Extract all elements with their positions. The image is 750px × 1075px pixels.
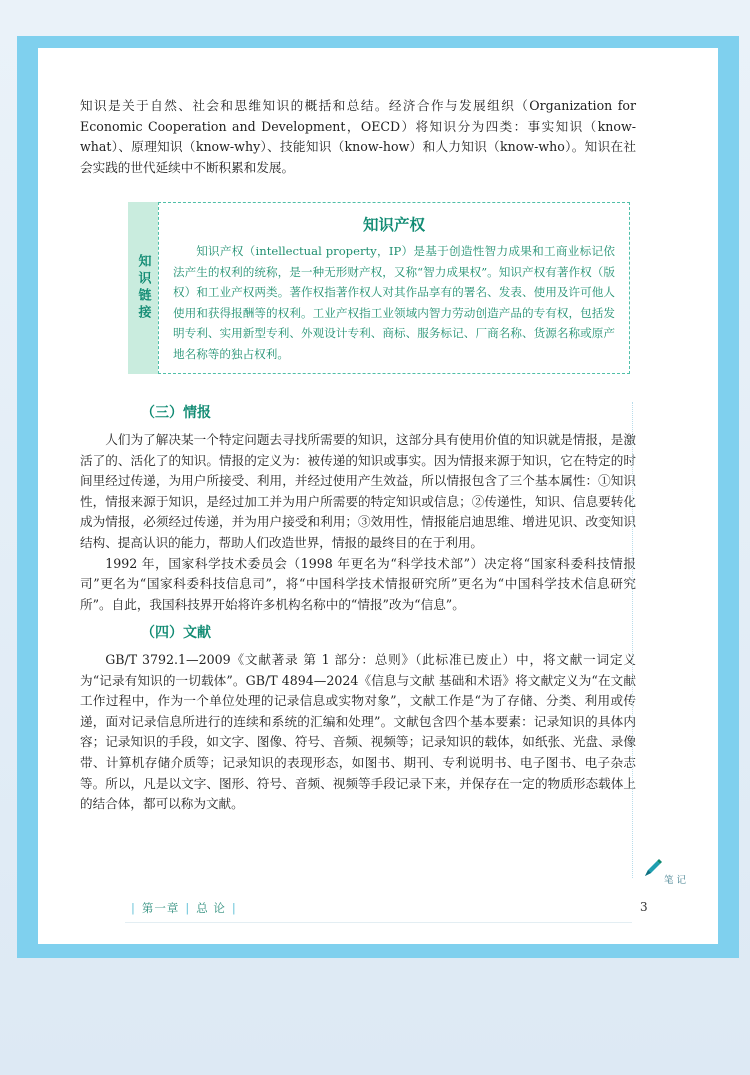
documents-paragraph-1: GB/T 3792.1—2009《文献著录 第 1 部分：总则》（此标准已废止）中，将文献一词定义为“记录有知识的一切载体”。GB/T 4894—2024《信息与文献 基础和术语》将文献定义为“在文献工作过程中，作为一个单位处理的记录信息或实物对象”，文献工作是“为了存储、分类、利用或传递，面对记录信息所进行的连续和系统的汇编和处理”。文献包含四个基本要素：记录知识的具体内容；记录知识的手段，如文字、图像、符号、音频、视频等；记录知识的载体，如纸张、光盘、录像带、计算机存储介质等；记录知识的表现形态，如图书、期刊、专利说明书、电子图书、电子杂志等。所以，凡是以文字、图形、符号、音频、视频等手段记录下来，并保存在一定的物质形态载体上的结合体，都可以称为文献。 [80, 652, 636, 812]
intro-paragraph: 知识是关于自然、社会和思维知识的概括和总结。经济合作与发展组织（Organization for Economic Cooperation and Development，OECD）将知识分为四类：事实知识（know-what）、原理知识（know-why）、技能知识（know-how）和人力知识（know-who）。知识在社会实践的世代延续中不断积累和发展。 [80, 98, 636, 175]
section-heading-documents: （四）文献 [141, 625, 211, 641]
callout-box [158, 202, 630, 374]
notes-label: 笔记 [664, 875, 690, 886]
intelligence-paragraph-2: 1992 年，国家科学技术委员会（1998 年更名为“科学技术部”）决定将“国家科委科技情报司”更名为“国家科委科技信息司”，将“中国科学技术情报研究所”更名为“中国科学技术信息研究所”。自此，我国科技界开始将许多机构名称中的“情报”改为“信息”。 [80, 555, 636, 612]
section-documents [80, 650, 636, 815]
callout-title: 知识产权 [362, 216, 425, 234]
footer-bar-middle: | [185, 901, 191, 915]
intro-block [80, 96, 636, 178]
footer-bar-right: | [231, 901, 237, 915]
intelligence-paragraph-1: 人们为了解决某一个特定问题去寻找所需要的知识，这部分具有使用价值的知识就是情报，是激活了的、活化了的知识。情报的定义为：被传递的知识或事实。因为情报来源于知识，它在特定的时间里经过传递，为用户所接受、利用，并经过使用产生效益，所以情报包含了三个基本属性：①知识性，情报来源于知识，是经过加工并为用户所需要的特定知识或信息；②传递性，知识、信息要转化成为情报，必须经过传递，并为用户接受和利用；③效用性，情报能启迪思维、增进见识、改变知识结构、提高认识的能力，帮助人们改造世界，情报的最终目的在于利用。 [80, 432, 636, 550]
footer-chapter-title: 总 论 [196, 901, 226, 915]
callout-tab [128, 202, 158, 374]
footer-bar-left: | [131, 901, 136, 915]
callout-tab-label: 知识链接 [135, 254, 151, 322]
footer-chapter-number: 第一章 [141, 901, 180, 915]
notes-column-rule [632, 402, 633, 878]
page-number: 3 [640, 900, 648, 914]
callout-text: 知识产权（intellectual property，IP）是基于创造性智力成果和工商业标记依法产生的权利的统称，是一种无形财产权，又称“智力成果权”。知识产权有著作权（版权）和工业产权两类。著作权指著作权人对其作品享有的署名、发表、使用及许可他人使用和获得报酬等的权利。工业产权指工业领域内智力劳动创造产品的专有权，包括发明专利、实用新型专利、外观设计专利、商标、服务标记、厂商名称、货源名称或原产地名称等的独占权利。 [173, 244, 615, 361]
pen-icon [642, 857, 664, 879]
section-intelligence [80, 430, 636, 615]
knowledge-link-callout [128, 202, 630, 374]
footer-chapter [125, 900, 243, 916]
section-heading-intelligence: （三）情报 [141, 405, 211, 421]
footer-rule [125, 922, 632, 923]
